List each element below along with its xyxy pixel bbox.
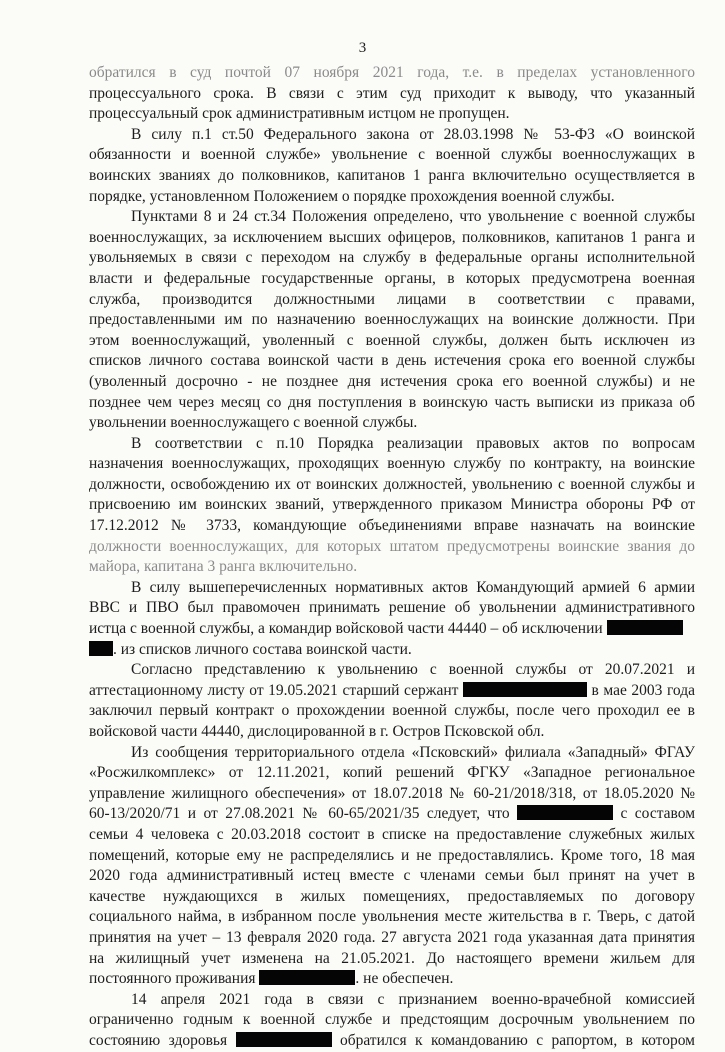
text-line: майора, капитана 3 ранга включительно. [89,558,358,576]
text-line: качестве нуждающихся в жилых помещениях, предоставляемых по договору [89,887,695,905]
redaction-block [89,641,113,656]
text-line [89,640,695,661]
text-line: социального найма, в избранном после увольнения месте жительства в г. Тверь, с датой [89,908,695,926]
text-segment: аттестационному листу от 19.05.2021 старший сержант [89,681,459,699]
text-line: назначения военнослужащих, проходящих военную службу по контракту, на воинские [89,455,695,473]
text-line: должности военнослужащих, для которых штатом предусмотрены воинские звания до [89,537,695,555]
text-segment: истца с военной службы, а командир войсковой части 44440 – об исключении [89,620,603,638]
text-line: обязанности и военной службе» увольнение с военной службы военнослужащих в [89,146,695,164]
text-line: «Росжилкомплекс» от 12.11.2021, копий решений ФГКУ «Западное региональное [89,764,695,782]
text-line: позднее чем через месяц со дня поступления в воинскую часть выписки из приказа об [89,393,695,411]
text-line: военнослужащих, за исключением высших офицеров, полковников, капитанов 1 ранга и [89,228,695,246]
text-line: этом военнослужащий, уволенный с военной службы, должен быть исключен из [89,331,695,349]
text-line: управление жилищного обеспечения» от 18.07.2018 № 60-21/2018/318, от 18.05.2020 № [89,784,695,802]
page-number: 3 [358,40,367,56]
text-line: присвоению им воинских званий, утвержденного приказом Министра обороны РФ от [89,496,695,514]
redaction-block [259,970,355,985]
text-line: (уволенный досрочно - не позднее дня истечения срока его военной службы) и не [89,372,695,390]
text-line: порядке, установленном Положением о порядке прохождения военной службы. [89,187,615,205]
text-line: списков личного состава воинской части в день истечения срока его военной службы [89,352,695,370]
text-segment: 60-13/2020/71 и от 27.08.2021 № 60-65/2021/35 следует, что [89,805,510,823]
text-line: Согласно представлению к увольнению с военной службы от 20.07.2021 и [131,661,695,679]
text-line: помещений, которые ему не распределялись и не предоставлялись. Кроме того, 18 мая [89,846,695,864]
text-line: на жилищный учет изменена на 21.05.2021. До настоящего времени жильем для [89,949,695,967]
text-line: увольнении военнослужащего с военной службы. [89,414,418,432]
text-line: войсковой части 44440, дислоцированной в г. Остров Псковской обл. [89,723,545,740]
text-segment: с составом [620,805,696,823]
text-line: процессуального срока. В связи с этим суд приходит к выводу, что указанный [89,84,695,102]
text-segment: . не обеспечен. [355,970,454,988]
text-line: должности, освобождению их от воинских должностей, увольнению с военной службы и [89,475,695,493]
text-segment: состоянию здоровья [89,1031,228,1049]
document-body [89,63,695,1052]
redaction-block [236,1032,332,1047]
text-line: 2020 года административный истец вместе с членами семьи был принят на учет в [89,867,695,885]
text-line: семьи 4 человека с 20.03.2018 состоит в списке на предоставление служебных жилых [89,825,695,843]
text-line: В силу вышеперечисленных нормативных актов Командующий армией 6 армии [131,578,695,596]
text-line: предоставленными им по назначению военнослужащих на воинские должности. При [89,311,695,329]
text-line: Пунктами 8 и 24 ст.34 Положения определено, что увольнение с военной службы [131,208,695,226]
text-line: ограниченно годным к военной службе и предстоящим досрочным увольнением по [89,1011,695,1029]
text-line: В соответствии с п.10 Порядка реализации правовых актов по вопросам [131,434,695,452]
text-line: обратился в суд почтой 07 ноября 2021 года, т.е. в пределах установленного [89,64,695,81]
text-line [89,1031,695,1052]
redaction-block [463,682,587,697]
text-segment: . из списков личного состава воинской части. [113,640,412,658]
redaction-block [607,620,683,635]
text-line: В силу п.1 ст.50 Федерального закона от 28.03.1998 № 53-ФЗ «О воинской [131,125,695,143]
text-line: 14 апреля 2021 года в связи с признанием военно-врачебной комиссией [131,990,695,1008]
text-segment: обратился к командованию с рапортом, в котором [339,1031,695,1049]
text-line: Из сообщения территориального отдела «Псковский» филиала «Западный» ФГАУ [131,743,695,761]
text-line [89,969,695,990]
text-line: власти и федеральные государственные органы, в которых предусмотрена военная [89,269,695,287]
text-line: принятия на учет – 13 февраля 2020 года. 27 августа 2021 года указанная дата принятия [89,928,695,946]
text-line: 17.12.2012 № 3733, командующие объединениями вправе назначать на воинские [89,517,695,535]
text-line: заключил первый контракт о прохождении военной службы, после чего проходил ее в [89,702,695,720]
redaction-block [517,805,613,820]
text-line: служба, производится должностными лицами в соответствии с правами, [89,290,695,308]
text-line [89,681,695,702]
text-line [89,619,695,640]
text-segment: в мае 2003 года [591,681,696,699]
text-line: ВВС и ПВО был правомочен принимать решение об увольнении административного [89,599,695,617]
text-line: увольняемых в связи с переходом на службу в федеральные органы исполнительной [89,249,695,267]
text-segment: постоянного проживания [89,970,256,988]
text-line: процессуальный срок административным истцом не пропущен. [89,105,510,123]
text-line: воинских званиях до полковников, капитанов 1 ранга включительно осуществляется в [89,166,695,184]
text-line [89,804,695,825]
